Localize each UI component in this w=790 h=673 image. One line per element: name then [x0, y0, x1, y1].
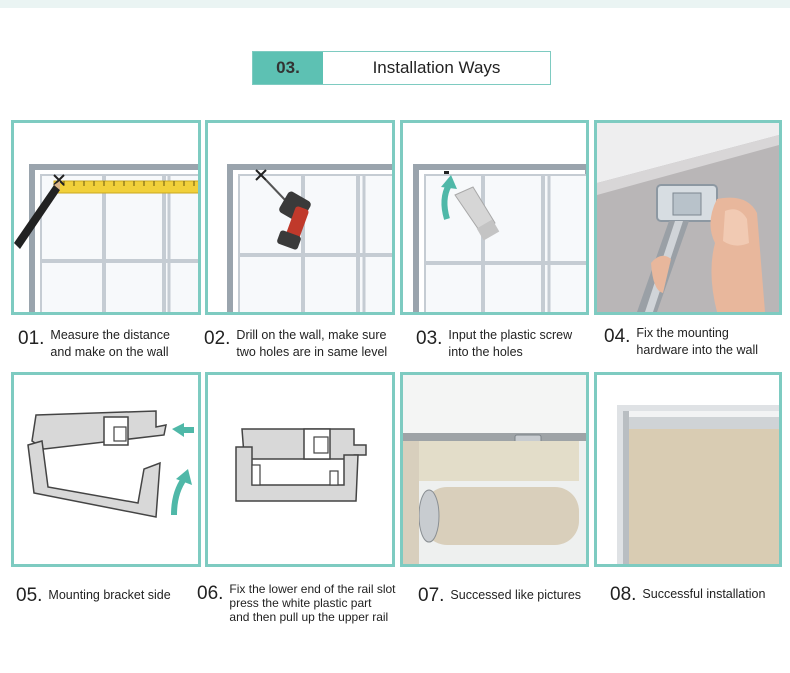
rail-slot-illustration: [208, 375, 392, 564]
step-text: Fix the mounting: [636, 326, 729, 340]
measure-illustration: [14, 123, 198, 312]
drill-illustration: [208, 123, 392, 312]
roller-photo: [403, 375, 586, 564]
step-8-image: [594, 372, 782, 567]
bracket-side-illustration: [14, 375, 198, 564]
step-3-image: [400, 120, 589, 315]
step-text: press the white plastic part: [229, 596, 372, 610]
step-2-caption: [204, 327, 387, 361]
step-6-image: [205, 372, 395, 567]
step-7-image: [400, 372, 589, 567]
top-band: [0, 0, 790, 8]
section-title: Installation Ways: [372, 58, 501, 77]
section-banner: [252, 51, 551, 85]
step-8-caption: [610, 583, 765, 607]
step-7-caption: [418, 584, 581, 608]
step-text: Measure the distance: [50, 328, 170, 342]
step-text: and then pull up the upper rail: [229, 610, 389, 624]
tape-measure-icon: [54, 181, 198, 193]
step-5-caption: [16, 584, 171, 608]
step-text: hardware into the wall: [636, 343, 759, 357]
step-5-image: [11, 372, 201, 567]
installed-blind-photo: [597, 375, 779, 564]
step-1-caption: [18, 327, 170, 361]
step-number: 08.: [610, 584, 637, 605]
step-text: Mounting bracket side: [48, 588, 171, 602]
step-number: 03.: [416, 328, 443, 349]
step-number: 01.: [18, 328, 45, 349]
step-number: 05.: [16, 585, 43, 606]
step-text: Drill on the wall, make sure: [236, 328, 387, 342]
step-text: and make on the wall: [50, 345, 169, 359]
step-text: two holes are in same level: [236, 345, 388, 359]
step-number: 02.: [204, 328, 231, 349]
step-3-caption: [416, 327, 572, 361]
step-text: Successful installation: [642, 587, 766, 601]
step-4-image: [594, 120, 782, 315]
step-4-caption: [604, 325, 758, 359]
section-number: 03.: [253, 52, 323, 84]
hardware-photo: [597, 123, 779, 312]
step-number: 06.: [197, 583, 224, 604]
step-number: 04.: [604, 326, 631, 347]
step-text: Fix the lower end of the rail slot: [229, 582, 396, 596]
step-text: Successed like pictures: [450, 588, 582, 602]
step-1-image: [11, 120, 201, 315]
step-text: into the holes: [448, 345, 523, 359]
step-2-image: [205, 120, 395, 315]
step-text: Input the plastic screw: [448, 328, 573, 342]
step-number: 07.: [418, 585, 445, 606]
step-6-caption: [197, 582, 396, 624]
plug-illustration: [403, 123, 586, 312]
